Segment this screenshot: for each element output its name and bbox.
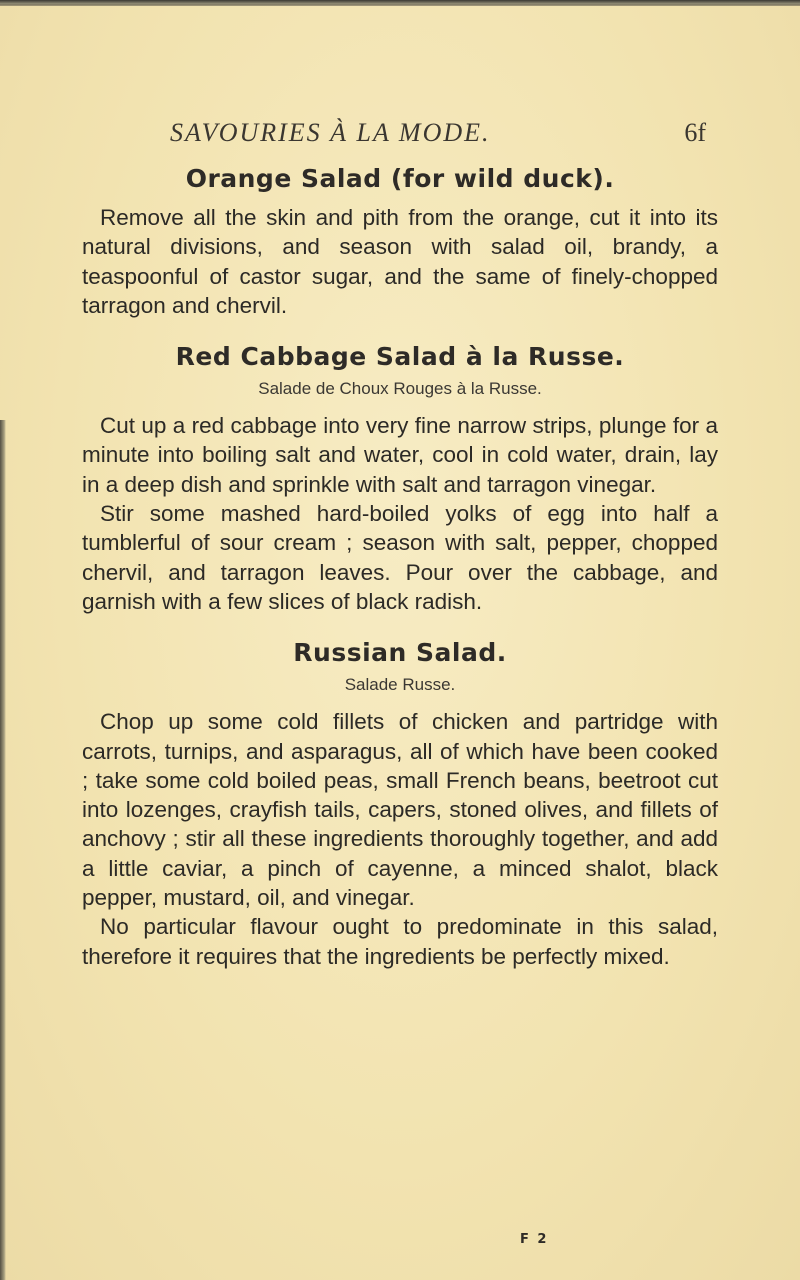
recipe-subtitle: Salade Russe. bbox=[344, 675, 456, 695]
page-number: 6f bbox=[684, 118, 706, 147]
recipe-paragraph: Chop up some cold fillets of chicken and partridge with carrots, turnips, and asparagus, all of which have been cooked ; take some cold boiled peas, small French beans, beetroot cut into lozenges, crayfish tails, capers, stoned olives, and fillets of anchovy ; stir all these ingredients thoroughly together, and add a little caviar, a pinch of cayenne, a minced shalot, black pepper, mustard, oil, and vinegar. bbox=[82, 709, 718, 911]
recipe-heading: Orange Salad (for wild duck). bbox=[185, 164, 615, 193]
book-page bbox=[82, 100, 718, 971]
recipe-orange-salad bbox=[82, 164, 718, 320]
top-edge-line bbox=[0, 4, 800, 6]
running-title: SAVOURIES À LA MODE. bbox=[170, 118, 491, 147]
recipe-heading: Russian Salad. bbox=[293, 638, 507, 668]
signature-mark: F 2 bbox=[520, 1232, 549, 1247]
running-head bbox=[82, 100, 718, 156]
recipe-red-cabbage-salad bbox=[82, 342, 718, 616]
recipe-paragraph: No particular flavour ought to predominate in this salad, therefore it requires that the ingredients be perfectly mixed. bbox=[82, 914, 718, 969]
recipe-paragraph: Cut up a red cabbage into very fine narrow strips, plunge for a minute into boiling salt and water, cool in cold water, drain, lay in a deep dish and sprinkle with salt and tarragon vinegar. bbox=[82, 413, 718, 497]
left-edge-shadow bbox=[0, 420, 6, 1280]
recipe-heading: Red Cabbage Salad à la Russe. bbox=[175, 342, 625, 372]
recipe-paragraph: Remove all the skin and pith from the orange, cut it into its natural divisions, and season with salad oil, brandy, a teaspoonful of castor sugar, and the same of finely-chopped tarragon and chervil. bbox=[82, 205, 718, 318]
recipe-paragraph: Stir some mashed hard-boiled yolks of egg into half a tumblerful of sour cream ; season with salt, pepper, chopped chervil, and tarragon leaves. Pour over the cabbage, and garnish with a few slices of black radish. bbox=[82, 501, 718, 614]
recipe-russian-salad bbox=[82, 638, 718, 971]
recipe-subtitle: Salade de Choux Rouges à la Russe. bbox=[258, 379, 542, 399]
